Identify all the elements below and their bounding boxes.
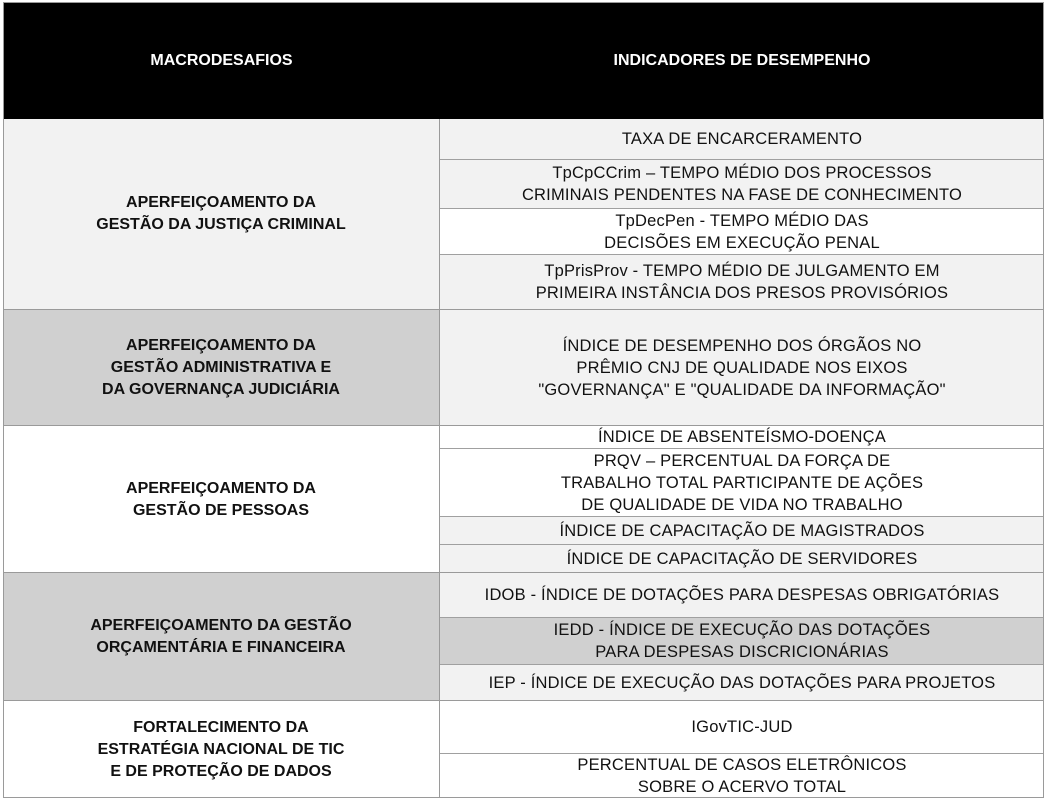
macro-cell: APERFEIÇOAMENTO DA GESTÃO DA JUSTIÇA CRIMINAL	[3, 119, 440, 309]
indicator-cell: IDOB - ÍNDICE DE DOTAÇÕES PARA DESPESAS OBRIGATÓRIAS	[440, 573, 1044, 617]
macro-cell: FORTALECIMENTO DA ESTRATÉGIA NACIONAL DE TIC E DE PROTEÇÃO DE DADOS	[3, 701, 440, 798]
header-indicadores: INDICADORES DE DESEMPENHO	[613, 51, 871, 69]
macro-cell: APERFEIÇOAMENTO DA GESTÃO ORÇAMENTÁRIA E FINANCEIRA	[3, 573, 440, 701]
indicator-cell: IEDD - ÍNDICE DE EXECUÇÃO DAS DOTAÇÕES PARA DESPESAS DISCRICIONÁRIAS	[440, 617, 1044, 664]
indicator-cell: TpCpCCrim – TEMPO MÉDIO DOS PROCESSOS CRIMINAIS PENDENTES NA FASE DE CONHECIMENTO	[440, 159, 1044, 208]
indicator-cell: PRQV – PERCENTUAL DA FORÇA DE TRABALHO TOTAL PARTICIPANTE DE AÇÕES DE QUALIDADE DE VIDA NO TRABALHO	[440, 448, 1044, 516]
indicator-cell: TpPrisProv - TEMPO MÉDIO DE JULGAMENTO EM PRIMEIRA INSTÂNCIA DOS PRESOS PROVISÓRIOS	[440, 254, 1044, 309]
table-border	[3, 2, 1044, 798]
macro-cell: APERFEIÇOAMENTO DA GESTÃO ADMINISTRATIVA E DA GOVERNANÇA JUDICIÁRIA	[3, 310, 440, 425]
header-macrodesafios: MACRODESAFIOS	[150, 51, 293, 69]
indicator-cell: ÍNDICE DE CAPACITAÇÃO DE MAGISTRADOS	[440, 516, 1044, 544]
indicator-cell: ÍNDICE DE ABSENTEÍSMO-DOENÇA	[440, 426, 1044, 448]
indicator-cell: TpDecPen - TEMPO MÉDIO DAS DECISÕES EM EXECUÇÃO PENAL	[440, 208, 1044, 254]
indicator-cell: PERCENTUAL DE CASOS ELETRÔNICOS SOBRE O ACERVO TOTAL	[440, 753, 1044, 798]
indicator-cell: ÍNDICE DE CAPACITAÇÃO DE SERVIDORES	[440, 544, 1044, 573]
indicator-cell: TAXA DE ENCARCERAMENTO	[440, 119, 1044, 159]
macro-cell: APERFEIÇOAMENTO DA GESTÃO DE PESSOAS	[3, 426, 440, 573]
indicator-cell: IEP - ÍNDICE DE EXECUÇÃO DAS DOTAÇÕES PARA PROJETOS	[440, 664, 1044, 701]
indicator-cell: ÍNDICE DE DESEMPENHO DOS ÓRGÃOS NO PRÊMIO CNJ DE QUALIDADE NOS EIXOS "GOVERNANÇA" E "QUALIDADE DA INFORMAÇÃO"	[440, 310, 1044, 425]
indicator-cell: IGovTIC-JUD	[440, 701, 1044, 753]
